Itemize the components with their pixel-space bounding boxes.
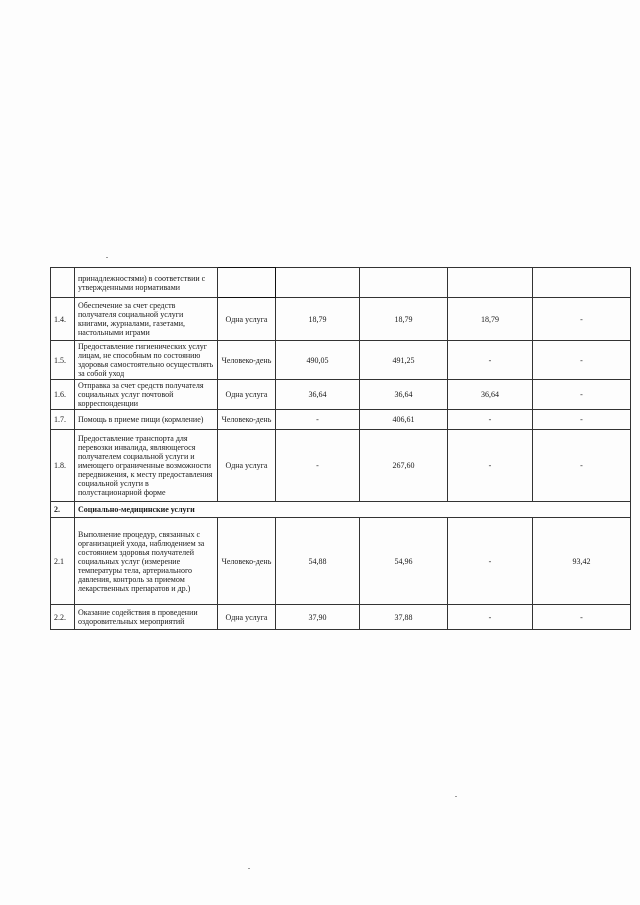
value-cell: -	[448, 605, 533, 630]
section-title: Социально-медицинские услуги	[75, 502, 631, 518]
value-cell: -	[448, 518, 533, 605]
table-row	[51, 502, 631, 518]
row-number: 2.2.	[51, 605, 75, 630]
service-name: Отправка за счет средств получателя социальных услуг почтовой корреспонденции	[75, 380, 218, 410]
value-cell	[360, 268, 448, 298]
value-cell: 36,64	[448, 380, 533, 410]
value-cell: 406,61	[360, 410, 448, 430]
table-row	[51, 298, 631, 341]
value-cell: -	[533, 605, 631, 630]
value-cell	[533, 268, 631, 298]
unit-cell: Одна услуга	[218, 605, 276, 630]
row-number: 1.7.	[51, 410, 75, 430]
value-cell: 18,79	[276, 298, 360, 341]
value-cell: -	[533, 298, 631, 341]
value-cell: 267,60	[360, 430, 448, 502]
row-number: 1.8.	[51, 430, 75, 502]
value-cell: 18,79	[448, 298, 533, 341]
row-number: 1.4.	[51, 298, 75, 341]
table-row	[51, 410, 631, 430]
row-number: 1.5.	[51, 341, 75, 380]
value-cell: 37,90	[276, 605, 360, 630]
row-number	[51, 268, 75, 298]
value-cell: -	[276, 410, 360, 430]
service-name: Выполнение процедур, связанных с организацией ухода, наблюдением за состоянием здоровья получателей социальных услуг (измерение температуры тела, артериального давления, контроль за приемом лекарственных препаратов и др.)	[75, 518, 218, 605]
service-name: Предоставление гигиенических услуг лицам, не способным по состоянию здоровья самостоятельно осуществлять за собой уход	[75, 341, 218, 380]
table-row	[51, 430, 631, 502]
unit-cell: Человеко-день	[218, 410, 276, 430]
value-cell: 18,79	[360, 298, 448, 341]
unit-cell: Человеко-день	[218, 518, 276, 605]
unit-cell	[218, 268, 276, 298]
services-tariff-table	[50, 267, 631, 630]
value-cell: -	[448, 430, 533, 502]
row-number: 2.1	[51, 518, 75, 605]
value-cell: -	[276, 430, 360, 502]
unit-cell: Одна услуга	[218, 380, 276, 410]
table-row	[51, 341, 631, 380]
value-cell	[448, 268, 533, 298]
service-name: Оказание содействия в проведении оздоровительных мероприятий	[75, 605, 218, 630]
service-name: принадлежностями) в соответствии с утвержденными нормативами	[75, 268, 218, 298]
value-cell: 54,88	[276, 518, 360, 605]
value-cell: 36,64	[276, 380, 360, 410]
value-cell: 93,42	[533, 518, 631, 605]
unit-cell: Одна услуга	[218, 298, 276, 341]
value-cell: -	[533, 341, 631, 380]
table-row	[51, 380, 631, 410]
service-name: Обеспечение за счет средств получателя социальной услуги книгами, журналами, газетами, настольными играми	[75, 298, 218, 341]
value-cell: -	[533, 410, 631, 430]
value-cell: 54,96	[360, 518, 448, 605]
scan-speck	[106, 257, 108, 258]
value-cell: 491,25	[360, 341, 448, 380]
value-cell: -	[448, 341, 533, 380]
service-name: Предоставление транспорта для перевозки инвалида, являющегося получателем социальной услуги и имеющего ограниченные возможности передвижения, к месту предоставления социальной услуги в полустационарной форме	[75, 430, 218, 502]
unit-cell: Одна услуга	[218, 430, 276, 502]
value-cell: 490,05	[276, 341, 360, 380]
value-cell: 37,88	[360, 605, 448, 630]
service-name: Помощь в приеме пищи (кормление)	[75, 410, 218, 430]
table-row	[51, 605, 631, 630]
table-row	[51, 268, 631, 298]
scan-speck	[248, 868, 250, 869]
value-cell	[276, 268, 360, 298]
table-row	[51, 518, 631, 605]
unit-cell: Человеко-день	[218, 341, 276, 380]
value-cell: -	[533, 430, 631, 502]
row-number: 1.6.	[51, 380, 75, 410]
scan-speck	[455, 796, 457, 797]
value-cell: -	[533, 380, 631, 410]
value-cell: 36,64	[360, 380, 448, 410]
section-number: 2.	[51, 502, 75, 518]
value-cell: -	[448, 410, 533, 430]
